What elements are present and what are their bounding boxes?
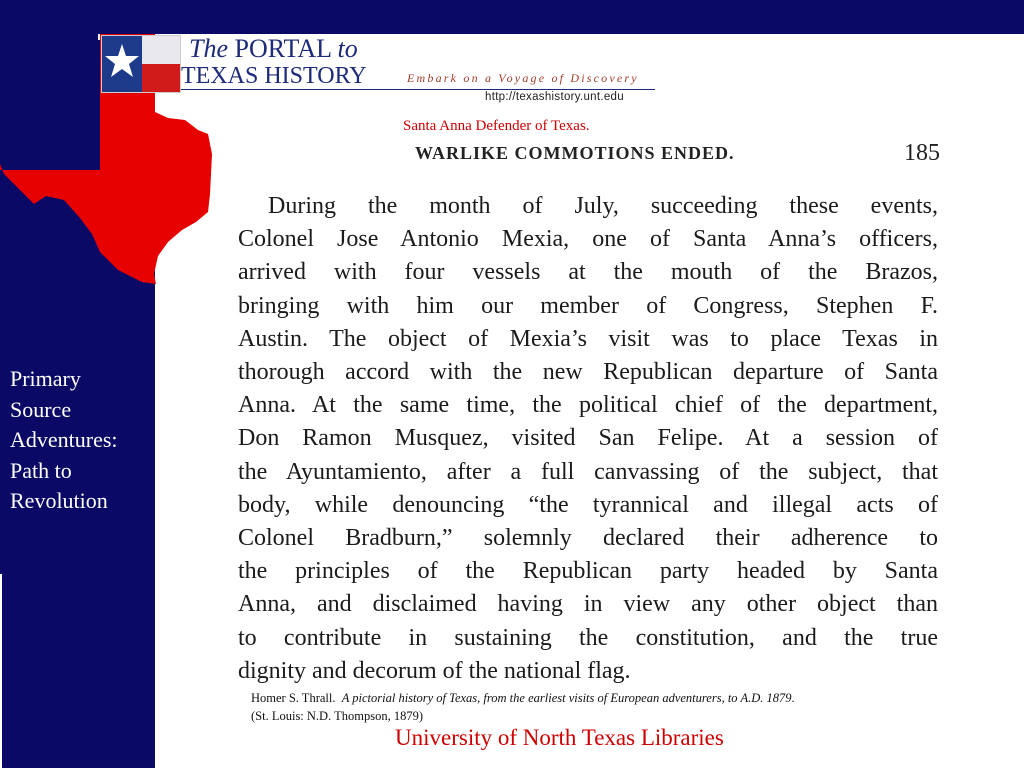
document-text [238,190,938,688]
page-header [415,140,940,170]
footer-credit: University of North Texas Libraries [395,725,724,750]
citation-title: A pictorial history of Texas, from the earliest visits of European adventurers, to A.D. 1879 [341,691,792,705]
citation-author: Homer S. Thrall. [251,691,336,705]
logo-title-line2: TEXAS HISTORY [181,63,367,89]
text-line: Colonel Jose Antonio Mexia, one of Santa Anna’s officers, [238,226,938,253]
citation-publisher: (St. Louis: N.D. Thompson, 1879) [251,709,423,723]
document-caption: Santa Anna Defender of Texas. [403,118,590,134]
text-line: the principles of the Republican party headed by Santa [238,558,938,585]
text-line: body, while denouncing “the tyrannical and illegal acts of [238,491,938,518]
logo-title [189,35,358,63]
title-line: Primary [10,366,81,391]
text-line: arrived with four vessels at the mouth of the Brazos, [238,259,938,286]
presentation-title [10,364,155,517]
logo-word-the: The [189,34,228,63]
logo-word-to: to [337,34,358,63]
page-number: 185 [904,140,940,166]
running-head: WARLIKE COMMOTIONS ENDED. [415,143,735,163]
portal-logo[interactable] [101,35,657,107]
text-line: dignity and decorum of the national flag. [238,657,631,684]
title-line: Adventures: [10,427,118,452]
text-line: Don Ramon Musquez, visited San Felipe. At a session of [238,425,938,452]
text-line: the Ayuntamiento, after a full canvassing of the subject, that [238,458,938,485]
flag-star-icon [101,35,181,93]
title-line: Revolution [10,488,108,513]
logo-tagline: Embark on a Voyage of Discovery [407,71,639,85]
text-line: Austin. The object of Mexia’s visit was to place Texas in [238,325,938,352]
top-bar [155,0,1024,34]
text-line: to contribute in sustaining the constitution, and the true [238,624,938,651]
logo-word-portal: PORTAL [234,34,332,63]
text-line: Anna, and disclaimed having in view any other object than [238,591,938,618]
text-line: Anna. At the same time, the political chief of the department, [238,392,938,419]
logo-url-link[interactable]: http://texashistory.unt.edu [485,91,624,103]
text-line: bringing with him our member of Congress, Stephen F. [238,292,938,319]
text-line: thorough accord with the new Republican departure of Santa [238,359,938,386]
logo-rule [181,89,655,90]
source-citation [251,689,795,725]
title-line: Source [10,396,72,422]
text-line: Colonel Bradburn,” solemnly declared their adherence to [238,525,938,552]
title-line: Path to [10,457,72,483]
sidebar-divider [0,574,2,768]
citation-title-end: . [791,691,795,705]
citation-line-1 [251,689,795,707]
text-line: During the month of July, succeeding these events, [268,193,938,219]
